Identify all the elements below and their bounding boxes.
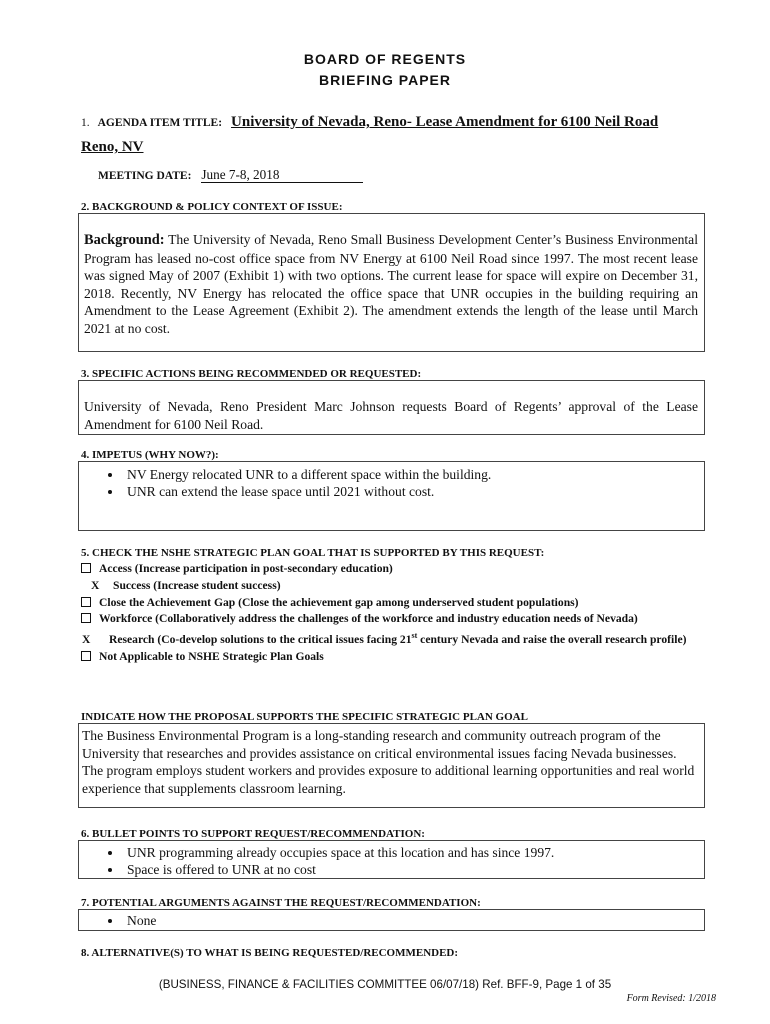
list-item: • None bbox=[123, 912, 698, 929]
goal-label: Research (Co-develop solutions to the critical issues facing 21 bbox=[109, 633, 412, 647]
document-title: BOARD OF REGENTS bbox=[303, 51, 467, 67]
section-5-heading: 5. CHECK THE NSHE STRATEGIC PLAN GOAL THAT IS SUPPORTED BY THIS REQUEST: bbox=[81, 547, 545, 559]
goal-label: Not Applicable to NSHE Strategic Plan Goals bbox=[99, 649, 324, 663]
background-box bbox=[78, 213, 705, 352]
background-lead: Background: bbox=[84, 232, 165, 248]
support-points-list bbox=[79, 844, 698, 878]
list-item: • Space is offered to UNR at no cost bbox=[123, 861, 698, 878]
impetus-list bbox=[79, 466, 698, 500]
arguments-list bbox=[79, 912, 698, 929]
agenda-label: AGENDA ITEM TITLE: bbox=[97, 117, 223, 129]
section-8-heading: 8. ALTERNATIVE(S) TO WHAT IS BEING REQUESTED/RECOMMENDED: bbox=[81, 947, 459, 959]
meeting-date-row bbox=[98, 166, 363, 184]
arguments-box bbox=[78, 909, 705, 931]
goal-label: Success (Increase student success) bbox=[113, 578, 281, 592]
agenda-item-row bbox=[81, 113, 658, 131]
goal-label-superscript: st bbox=[411, 631, 418, 641]
goal-label-continued: century Nevada and raise the overall research profile) bbox=[417, 633, 687, 647]
impetus-box bbox=[78, 461, 705, 531]
goal-achievement-gap bbox=[81, 595, 706, 612]
section-3-heading: 3. SPECIFIC ACTIONS BEING RECOMMENDED OR REQUESTED: bbox=[81, 368, 422, 380]
actions-box bbox=[78, 380, 705, 435]
support-box bbox=[78, 723, 705, 808]
list-item: • UNR can extend the lease space until 2021 without cost. bbox=[123, 483, 698, 500]
form-revised-note: Form Revised: 1/2018 bbox=[626, 993, 716, 1004]
actions-text: University of Nevada, Reno President Marc Johnson requests Board of Regents’ approval of the Lease Amendment for 6100 Neil Road. bbox=[84, 399, 698, 432]
list-item: • NV Energy relocated UNR to a different space within the building. bbox=[123, 466, 698, 483]
agenda-title-continued: Reno, NV bbox=[81, 139, 144, 155]
goal-not-applicable bbox=[81, 649, 706, 666]
list-item: • UNR programming already occupies space at this location and has since 1997. bbox=[123, 844, 698, 861]
goal-success bbox=[81, 578, 706, 595]
goal-workforce bbox=[81, 611, 706, 628]
meeting-date-value: June 7-8, 2018 bbox=[201, 167, 363, 183]
goal-label: Access (Increase participation in post-secondary education) bbox=[99, 562, 393, 575]
section-6-heading: 6. BULLET POINTS TO SUPPORT REQUEST/RECOMMENDATION: bbox=[81, 828, 425, 840]
goal-access bbox=[81, 561, 706, 578]
section-7-heading: 7. POTENTIAL ARGUMENTS AGAINST THE REQUEST/RECOMMENDATION: bbox=[81, 897, 481, 909]
goal-research bbox=[81, 628, 706, 649]
goal-check-mark[interactable]: X bbox=[82, 633, 91, 647]
support-heading: INDICATE HOW THE PROPOSAL SUPPORTS THE SPECIFIC STRATEGIC PLAN GOAL bbox=[81, 711, 528, 723]
document-subtitle: BRIEFING PAPER bbox=[319, 72, 451, 88]
goal-checkbox[interactable] bbox=[81, 563, 91, 573]
goal-checkbox[interactable] bbox=[81, 651, 91, 661]
background-text bbox=[84, 231, 698, 338]
goal-checkbox[interactable] bbox=[81, 597, 91, 607]
goal-check-mark[interactable]: X bbox=[91, 578, 100, 592]
agenda-number: 1. bbox=[81, 117, 90, 129]
section-2-heading: 2. BACKGROUND & POLICY CONTEXT OF ISSUE: bbox=[81, 201, 343, 213]
goal-label: Close the Achievement Gap (Close the achievement gap among underserved student populations) bbox=[99, 595, 579, 609]
strategic-goals-list bbox=[81, 561, 706, 666]
background-body: The University of Nevada, Reno Small Business Development Center’s Business Environmental Program has leased no-cost office space from NV Energy at 6100 Neil Road since 1997. The most recent lease was signed May of 2007 (Exhibit 1) with two options. The current lease for space will expire on December 31, 2018. Recently, NV Energy has relocated the office space that UNR occupies in the building requiring an Amendment to the Lease Agreement (Exhibit 2). The amendment extends the length of the lease until March 2021 at no cost. bbox=[84, 232, 698, 336]
page-footer-reference: (BUSINESS, FINANCE & FACILITIES COMMITTEE 06/07/18) Ref. BFF-9, Page 1 of 35 bbox=[158, 978, 612, 991]
section-4-heading: 4. IMPETUS (WHY NOW?): bbox=[81, 449, 219, 461]
meeting-date-label: MEETING DATE: bbox=[98, 170, 192, 182]
goal-label: Workforce (Collaboratively address the challenges of the workforce and industry education needs of Nevada) bbox=[99, 612, 638, 626]
goal-checkbox[interactable] bbox=[81, 613, 91, 623]
support-text: The Business Environmental Program is a long-standing research and community outreach program of the University that researches and provides assistance on critical environmental issues facing Nevada businesses. The program employs student workers and provides exposure to additional learning opportunities and real world experience that supplements classroom learning. bbox=[82, 728, 695, 796]
agenda-title: University of Nevada, Reno- Lease Amendment for 6100 Neil Road bbox=[231, 114, 659, 130]
support-points-box bbox=[78, 840, 705, 879]
